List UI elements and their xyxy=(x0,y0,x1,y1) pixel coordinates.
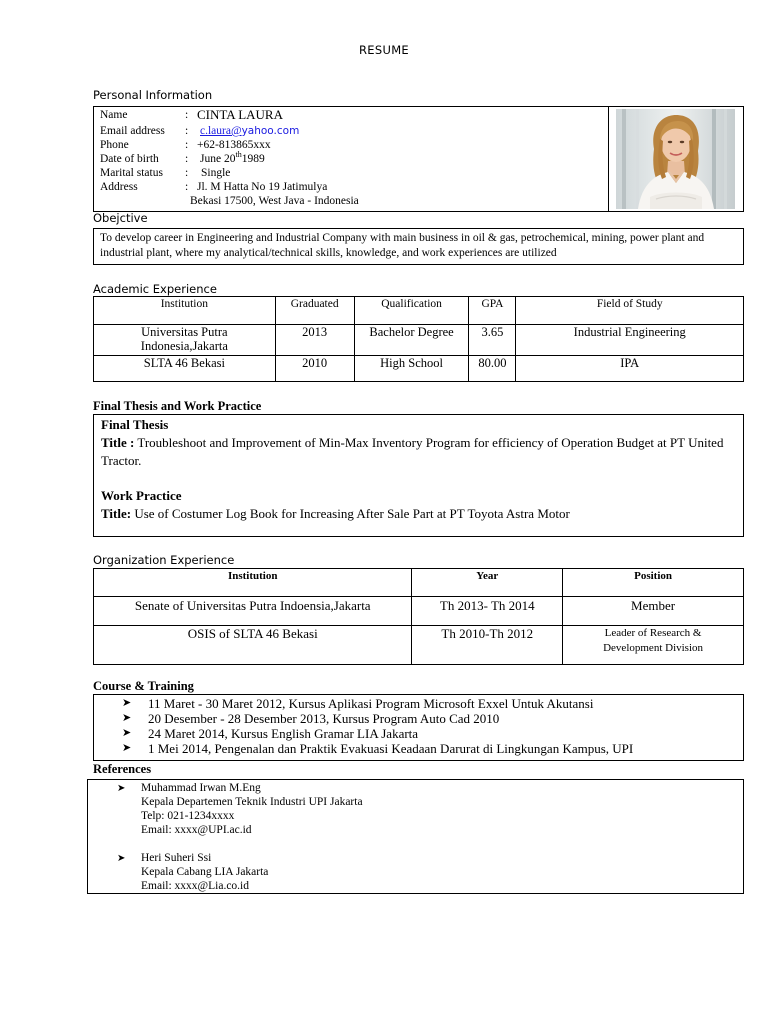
col-qualification: Qualification xyxy=(354,297,469,325)
colon: : xyxy=(185,181,189,193)
reference-name: Muhammad Irwan M.Eng xyxy=(141,782,261,794)
photo-divider xyxy=(608,107,609,211)
personal-info-heading: Personal Information xyxy=(93,88,213,102)
table-header-row xyxy=(94,569,744,597)
name-label: Name xyxy=(100,109,128,121)
objective-heading: Obejctive xyxy=(93,211,148,225)
marital-label: Marital status xyxy=(100,167,163,179)
address-label: Address xyxy=(100,181,138,193)
cell-graduated: 2013 xyxy=(275,325,354,356)
arrowhead-bullet-icon: ➤ xyxy=(122,697,132,709)
organization-heading: Organization Experience xyxy=(93,553,235,567)
references-box xyxy=(87,779,744,894)
phone-value: +62-813865xxx xyxy=(197,139,271,151)
name-value: CINTA LAURA xyxy=(197,107,283,122)
profile-photo-graphic xyxy=(616,109,735,209)
cell-institution: SLTA 46 Bekasi xyxy=(94,356,276,382)
colon: : xyxy=(185,167,189,179)
colon: : xyxy=(185,109,189,121)
reference-phone: Telp: 021-1234xxxx xyxy=(141,810,235,822)
col-field-of-study: Field of Study xyxy=(516,297,744,325)
thesis-heading: Final Thesis and Work Practice xyxy=(93,399,262,413)
cell-qualification: Bachelor Degree xyxy=(354,325,469,356)
arrowhead-bullet-icon: ➤ xyxy=(122,742,132,754)
phone-label: Phone xyxy=(100,139,129,151)
academic-heading: Academic Experience xyxy=(93,282,217,296)
course-text: 1 Mei 2014, Pengenalan dan Praktik Evakuasi Keadaan Darurat di Lingkungan Kampus, UPI xyxy=(148,741,634,756)
col-graduated: Graduated xyxy=(275,297,354,325)
email-label: Email address xyxy=(100,125,165,137)
col-org-position: Position xyxy=(563,569,744,597)
dob-suffix: th xyxy=(235,150,242,160)
cell-gpa: 80.00 xyxy=(469,356,516,382)
cell-org-year: Th 2010-Th 2012 xyxy=(412,626,563,665)
final-thesis-title xyxy=(101,434,736,470)
course-heading: Course & Training xyxy=(93,679,194,693)
final-thesis-text: Troubleshoot and Improvement of Min-Max Inventory Program for efficiency of Operation Budget at PT United Tractor. xyxy=(101,435,724,468)
objective-text: To develop career in Engineering and Industrial Company with main business in oil & gas, petrochemical, mining, power plant and industrial plant, where my analytical/technical skills, knowledge, and work experiences are utilized xyxy=(100,232,705,259)
course-text: 24 Maret 2014, Kursus English Gramar LIA Jakarta xyxy=(148,726,419,741)
cell-org-institution: OSIS of SLTA 46 Bekasi xyxy=(94,626,412,665)
cell-org-institution: Senate of Universitas Putra Indoensia,Jakarta xyxy=(94,597,412,626)
reference-name: Heri Suheri Ssi xyxy=(141,852,212,864)
cell-field: IPA xyxy=(516,356,744,382)
thesis-box xyxy=(93,414,744,537)
colon: : xyxy=(185,139,189,151)
personal-info-box xyxy=(93,106,744,212)
cell-org-position: Leader of Research & Development Division xyxy=(563,626,744,665)
work-practice-title xyxy=(101,505,736,523)
reference-email: Email: xxxx@UPI.ac.id xyxy=(141,824,252,836)
cell-field: Industrial Engineering xyxy=(516,325,744,356)
table-row xyxy=(94,356,744,382)
profile-photo xyxy=(616,109,735,209)
arrowhead-bullet-icon: ➤ xyxy=(117,853,126,864)
dob-label: Date of birth xyxy=(100,153,159,165)
reference-email: Email: xxxx@Lia.co.id xyxy=(141,880,249,892)
cell-gpa: 3.65 xyxy=(469,325,516,356)
cell-org-year: Th 2013- Th 2014 xyxy=(412,597,563,626)
resume-title: RESUME xyxy=(359,43,409,57)
work-practice-label: Work Practice xyxy=(101,488,182,503)
dob-value xyxy=(200,152,265,166)
table-row xyxy=(94,597,744,626)
marital-value: Single xyxy=(201,167,231,179)
col-institution: Institution xyxy=(94,297,276,325)
work-practice-text: Use of Costumer Log Book for Increasing After Sale Part at PT Toyota Astra Motor xyxy=(134,506,570,521)
col-org-year: Year xyxy=(412,569,563,597)
arrowhead-bullet-icon: ➤ xyxy=(122,712,132,724)
address-line-1: Jl. M Hatta No 19 Jatimulya xyxy=(197,181,328,193)
cell-graduated: 2010 xyxy=(275,356,354,382)
dob-day: June 20 xyxy=(200,153,236,165)
final-thesis-label: Final Thesis xyxy=(101,417,169,432)
email-value[interactable] xyxy=(200,124,299,138)
dob-year: 1989 xyxy=(241,153,265,165)
colon: : xyxy=(185,125,189,137)
cell-institution: Universitas Putra Indonesia,Jakarta xyxy=(94,325,276,356)
reference-title: Kepala Cabang LIA Jakarta xyxy=(141,866,269,878)
course-text: 11 Maret - 30 Maret 2012, Kursus Aplikasi Program Microsoft Exxel Untuk Akutansi xyxy=(148,696,594,711)
table-row xyxy=(94,626,744,665)
colon: : xyxy=(185,153,189,165)
objective-box xyxy=(93,228,744,265)
col-gpa: GPA xyxy=(469,297,516,325)
table-row xyxy=(94,325,744,356)
references-heading: References xyxy=(93,762,152,776)
title-label: Title: xyxy=(101,506,132,521)
course-text: 20 Desember - 28 Desember 2013, Kursus Program Auto Cad 2010 xyxy=(148,711,500,726)
organization-table xyxy=(93,568,744,665)
title-label: Title : xyxy=(101,435,135,450)
email-link[interactable]: c.laura@ xyxy=(200,125,242,137)
col-org-institution: Institution xyxy=(94,569,412,597)
academic-table xyxy=(93,296,744,382)
email-host[interactable]: yahoo.com xyxy=(241,125,300,137)
arrowhead-bullet-icon: ➤ xyxy=(117,783,126,794)
reference-title: Kepala Departemen Teknik Industri UPI Jakarta xyxy=(141,796,363,808)
arrowhead-bullet-icon: ➤ xyxy=(122,727,132,739)
cell-org-position: Member xyxy=(563,597,744,626)
course-box xyxy=(93,694,744,761)
address-line-2: Bekasi 17500, West Java - Indonesia xyxy=(190,195,359,207)
table-header-row xyxy=(94,297,744,325)
cell-qualification: High School xyxy=(354,356,469,382)
